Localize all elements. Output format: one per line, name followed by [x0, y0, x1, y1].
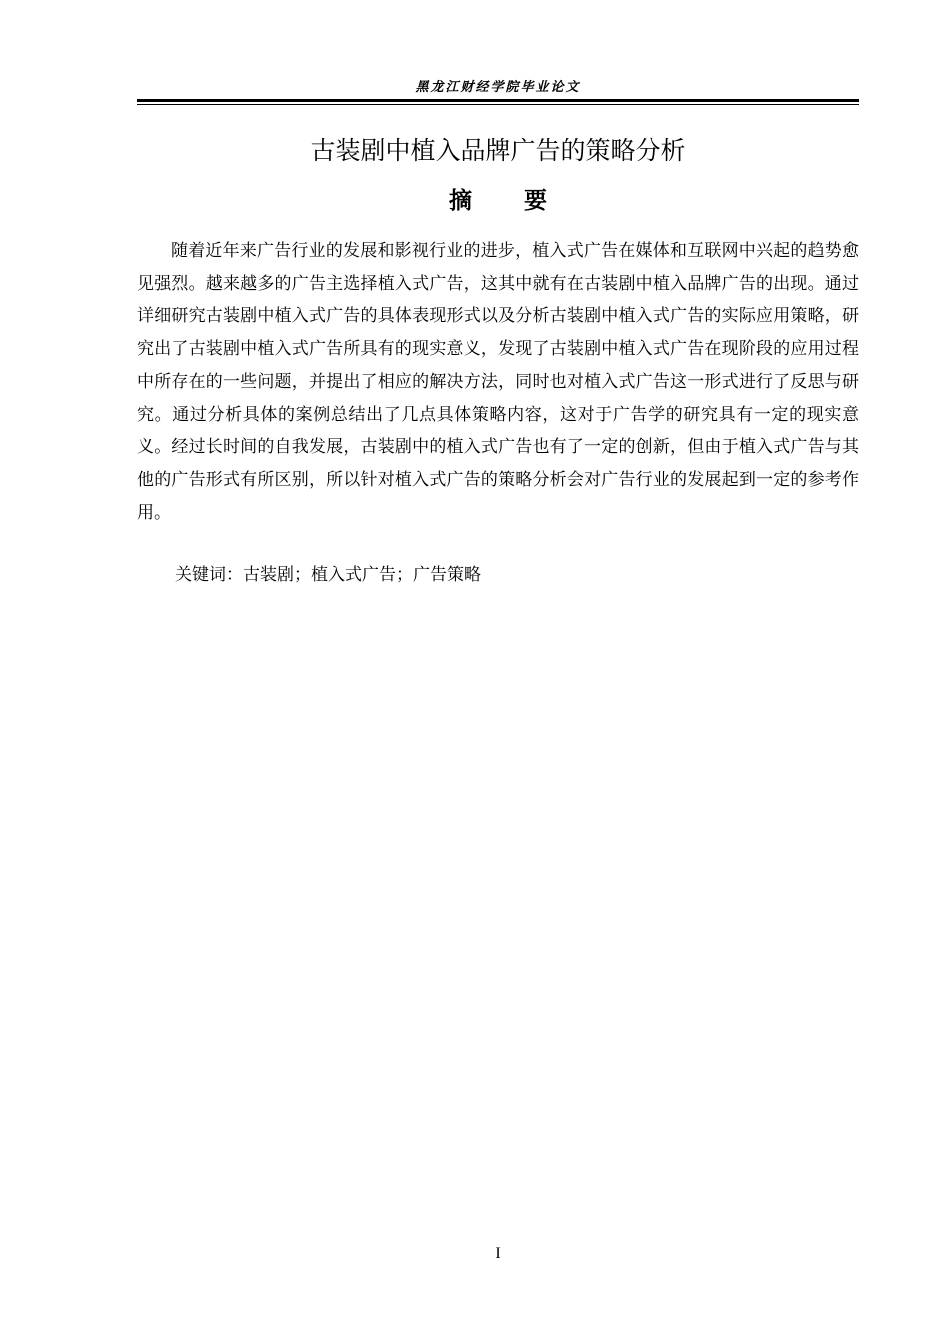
paper-title: 古装剧中植入品牌广告的策略分析	[310, 136, 686, 165]
running-header: 黑龙江财经学院毕业论文	[415, 80, 581, 95]
abstract-heading: 摘要	[449, 188, 599, 214]
keywords-label: 关键词：	[175, 565, 243, 585]
header-rule-thin	[137, 104, 859, 105]
page-number: I	[495, 1245, 501, 1262]
keywords-value: 古装剧；植入式广告；广告策略	[243, 565, 481, 585]
header-rule-thick	[137, 99, 859, 102]
abstract-body: 随着近年来广告行业的发展和影视行业的进步，植入式广告在媒体和互联网中兴起的趋势愈见强烈。越来越多的广告主选择植入式广告，这其中就有在古装剧中植入品牌广告的出现。通过详细研究古装剧中植入式广告的具体表现形式以及分析古装剧中植入式广告的实际应用策略，研究出了古装剧中植入式广告所具有的现实意义，发现了古装剧中植入式广告在现阶段的应用过程中所存在的一些问题，并提出了相应的解决方法，同时也对植入式广告这一形式进行了反思与研究。通过分析具体的案例总结出了几点具体策略内容，这对于广告学的研究具有一定的现实意义。经过长时间的自我发展，古装剧中的植入式广告也有了一定的创新，但由于植入式广告与其他的广告形式有所区别，所以针对植入式广告的策略分析会对广告行业的发展起到一定的参考作用。	[137, 241, 859, 523]
keywords-line	[175, 560, 859, 590]
